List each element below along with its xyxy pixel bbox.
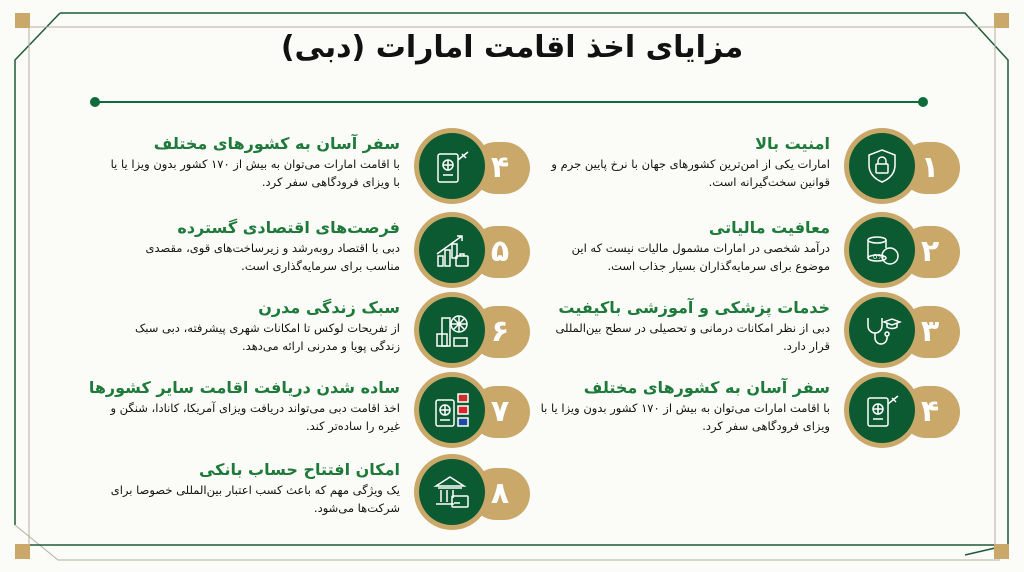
benefit-heading: فرصت‌های اقتصادی گسترده (177, 218, 400, 237)
number-badge: ۴ (900, 386, 960, 438)
benefit-body: اخذ اقامت دبی می‌تواند دریافت ویزای آمریکا، کانادا، شنگن و غیره را ساده‌تر کند. (110, 401, 400, 433)
benefit-item (88, 372, 530, 452)
benefit-item (110, 212, 530, 292)
benefit-body: با اقامت امارات می‌توان به بیش از ۱۷۰ کشور بدون ویزا یا یا با ویزای فرودگاهی سفر کرد. (110, 157, 400, 189)
bank-card-icon (432, 472, 472, 512)
svg-text:0%: 0% (872, 253, 884, 261)
coins-tax-icon (862, 230, 902, 270)
benefit-heading: امنیت بالا (755, 134, 830, 153)
benefit-item (110, 454, 530, 534)
benefit-body: از تفریحات لوکس تا امکانات شهری پیشرفته، دبی سبک زندگی پویا و مدرنی ارائه می‌دهد. (134, 321, 400, 353)
number-badge: ۳ (900, 306, 960, 358)
passport-plane-icon (432, 146, 472, 186)
stethoscope-graduation-icon (862, 310, 902, 350)
number-badge: ۵ (470, 226, 530, 278)
benefit-item (540, 372, 960, 452)
benefit-item (540, 212, 960, 292)
title-divider (96, 101, 924, 103)
benefit-heading: معافیت مالیاتی (708, 218, 830, 237)
benefit-body: امارات یکی از امن‌ترین کشورهای جهان با نرخ پایین جرم و قوانین سخت‌گیرانه است. (551, 157, 830, 189)
number-badge: ۲ (900, 226, 960, 278)
benefit-item (540, 292, 960, 372)
benefit-item (110, 292, 530, 372)
number-badge: ۷ (470, 386, 530, 438)
number-badge: ۶ (470, 306, 530, 358)
benefit-item (540, 128, 960, 208)
number-badge: ۸ (470, 468, 530, 520)
rule-dot-right (918, 97, 928, 107)
benefit-item (110, 128, 530, 208)
benefit-heading: امکان افتتاح حساب بانکی (198, 460, 400, 479)
benefit-body: دبی با اقتصاد روبه‌رشد و زیرساخت‌های قوی، مقصدی مناسب برای سرمایه‌گذاری است. (145, 241, 400, 273)
benefit-body: درآمد شخصی در امارات مشمول مالیات نیست که این موضوع برای سرمایه‌گذاران بسیار جذاب است. (571, 241, 830, 273)
shield-lock-icon (862, 146, 902, 186)
benefit-heading: سفر آسان به کشورهای مختلف (153, 134, 400, 153)
growth-chart-briefcase-icon (432, 230, 472, 270)
number-badge: ۱ (900, 142, 960, 194)
city-skyline-icon (432, 310, 472, 350)
benefit-body: یک ویژگی مهم که باعث کسب اعتبار بین‌المللی خصوصا برای شرکت‌ها می‌شود. (110, 483, 400, 515)
benefit-heading: سبک زندگی مدرن (258, 298, 400, 317)
benefit-body: با اقامت امارات می‌توان به بیش از ۱۷۰ کشور بدون ویزا یا با ویزای فرودگاهی سفر کرد. (540, 401, 830, 433)
passport-flags-icon (432, 390, 472, 430)
benefit-heading: خدمات پزشکی و آموزشی باکیفیت (558, 298, 830, 317)
number-badge: ۴ (470, 142, 530, 194)
benefit-heading: ساده شدن دریافت اقامت سایر کشورها (88, 378, 400, 397)
benefit-body: دبی از نظر امکانات درمانی و تحصیلی در سطح بین‌المللی قرار دارد. (555, 321, 830, 353)
passport-plane-icon (862, 390, 902, 430)
benefit-heading: سفر آسان به کشورهای مختلف (583, 378, 830, 397)
page-title: مزایای اخذ اقامت امارات (دبی) (280, 30, 744, 65)
